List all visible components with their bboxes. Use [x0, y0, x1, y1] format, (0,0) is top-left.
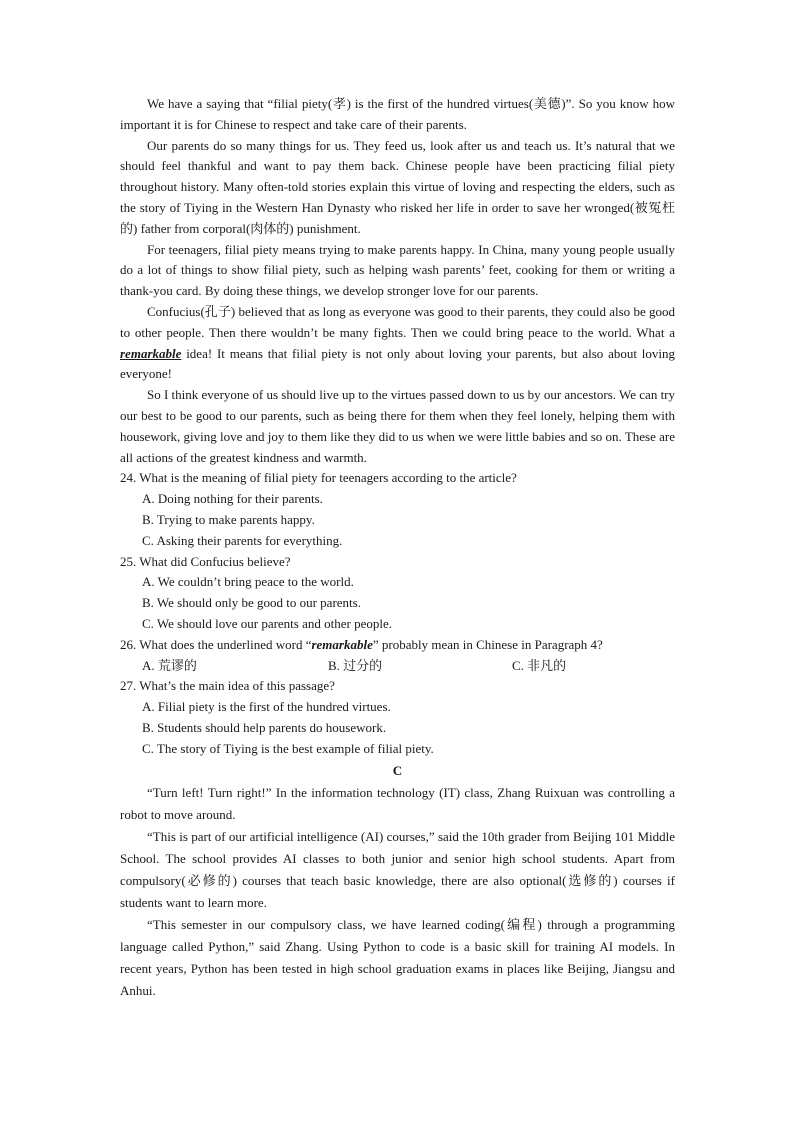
question-26-keyword: remarkable [311, 636, 373, 652]
question-26-stem [120, 635, 675, 656]
question-24-option-c: C. Asking their parents for everything. [142, 532, 343, 548]
question-26-stem-end: ” probably mean in Chinese in Paragraph 4? [372, 636, 603, 652]
question-27-option-b: B. Students should help parents do housework. [142, 719, 387, 735]
question-26-options [120, 656, 675, 677]
question-27-stem: 27. What’s the main idea of this passage? [120, 678, 335, 694]
passage-b-paragraph-1: We have a saying that “filial piety(孝) is the first of the hundred virtues(美德)”. So you know how important it is for Chinese to respect and take care of their parents. [120, 96, 675, 132]
paragraph-4-text-start: Confucius(孔子) believed that as long as everyone was good to their parents, they could also be good to other people. Then there wouldn’t be many fights. Then we could bring peace to the world. What a [120, 303, 675, 340]
question-24-option-b: B. Trying to make parents happy. [142, 511, 315, 527]
passage-b-paragraph-5: So I think everyone of us should live up to the virtues passed down to us by our ancestors. We can try our best to be good to our parents, such as being there for them when they feel lonely, helping them with housework, giving love and joy to them like they did to us when we were little babies and so on. These are all actions of the greatest kindness and warmth. [120, 387, 676, 465]
question-26-stem-start: 26. What does the underlined word “ [120, 636, 312, 652]
keyword-remarkable: remarkable [120, 345, 182, 361]
question-24-stem: 24. What is the meaning of filial piety for teenagers according to the article? [120, 470, 517, 486]
question-25-option-c: C. We should love our parents and other people. [142, 615, 392, 631]
passage-c-paragraph-2: “This is part of our artificial intelligence (AI) courses,” said the 10th grader from Beijing 101 Middle School. The school provides AI classes to both junior and senior high school students. Apart from compulsory(必修的) courses that teach basic knowledge, there are also optional(选修的) courses if students want to learn more. [120, 828, 675, 910]
question-26-option-a: A. 荒谬的 [142, 657, 197, 673]
question-27-option-c: C. The story of Tiying is the best example of filial piety. [142, 740, 434, 756]
question-24-option-a: A. Doing nothing for their parents. [142, 491, 323, 507]
passage-c-paragraph-3: “This semester in our compulsory class, we have learned coding(编程) through a programming language called Python,” said Zhang. Using Python to code is a basic skill for training AI models. In recent years, Python has been tested in high school graduation exams in places like Beijing, Jiangsu and Anhui. [120, 916, 675, 998]
passage-b-paragraph-3: For teenagers, filial piety means trying to make parents happy. In China, many young people usually do a lot of things to show filial piety, such as helping wash parents’ feet, cooking for them or writing a thank-you card. By doing these things, we develop stronger love for our parents. [120, 241, 675, 299]
passage-c-paragraph-1: “Turn left! Turn right!” In the information technology (IT) class, Zhang Ruixuan was controlling a robot to move around. [120, 784, 675, 822]
question-25-option-a: A. We couldn’t bring peace to the world. [142, 574, 354, 590]
passage-c [120, 782, 675, 1002]
paragraph-4-text-end: idea! It means that filial piety is not only about loving your parents, but also about loving everyone! [120, 345, 675, 382]
question-26-option-b: B. 过分的 [328, 657, 383, 673]
passage-b-paragraph-4 [120, 302, 675, 385]
passage-b-paragraph-2: Our parents do so many things for us. They feed us, look after us and teach us. It’s natural that we should feel thankful and want to pay them back. Chinese people have been practicing filial piety throughout history. Many often-told stories explain this virtue of loving and respecting the elders, such as the story of Tiying in the Western Han Dynasty who risked her life in order to save her wronged(被冤枉的) father from corporal(肉体的) punishment. [120, 137, 675, 236]
question-25-stem: 25. What did Confucius believe? [120, 553, 291, 569]
question-26-option-c: C. 非凡的 [512, 657, 567, 673]
question-25-option-b: B. We should only be good to our parents. [142, 595, 361, 611]
exam-page [120, 94, 675, 1002]
question-27-option-a: A. Filial piety is the first of the hundred virtues. [142, 699, 391, 715]
section-c-title: C [392, 762, 403, 778]
